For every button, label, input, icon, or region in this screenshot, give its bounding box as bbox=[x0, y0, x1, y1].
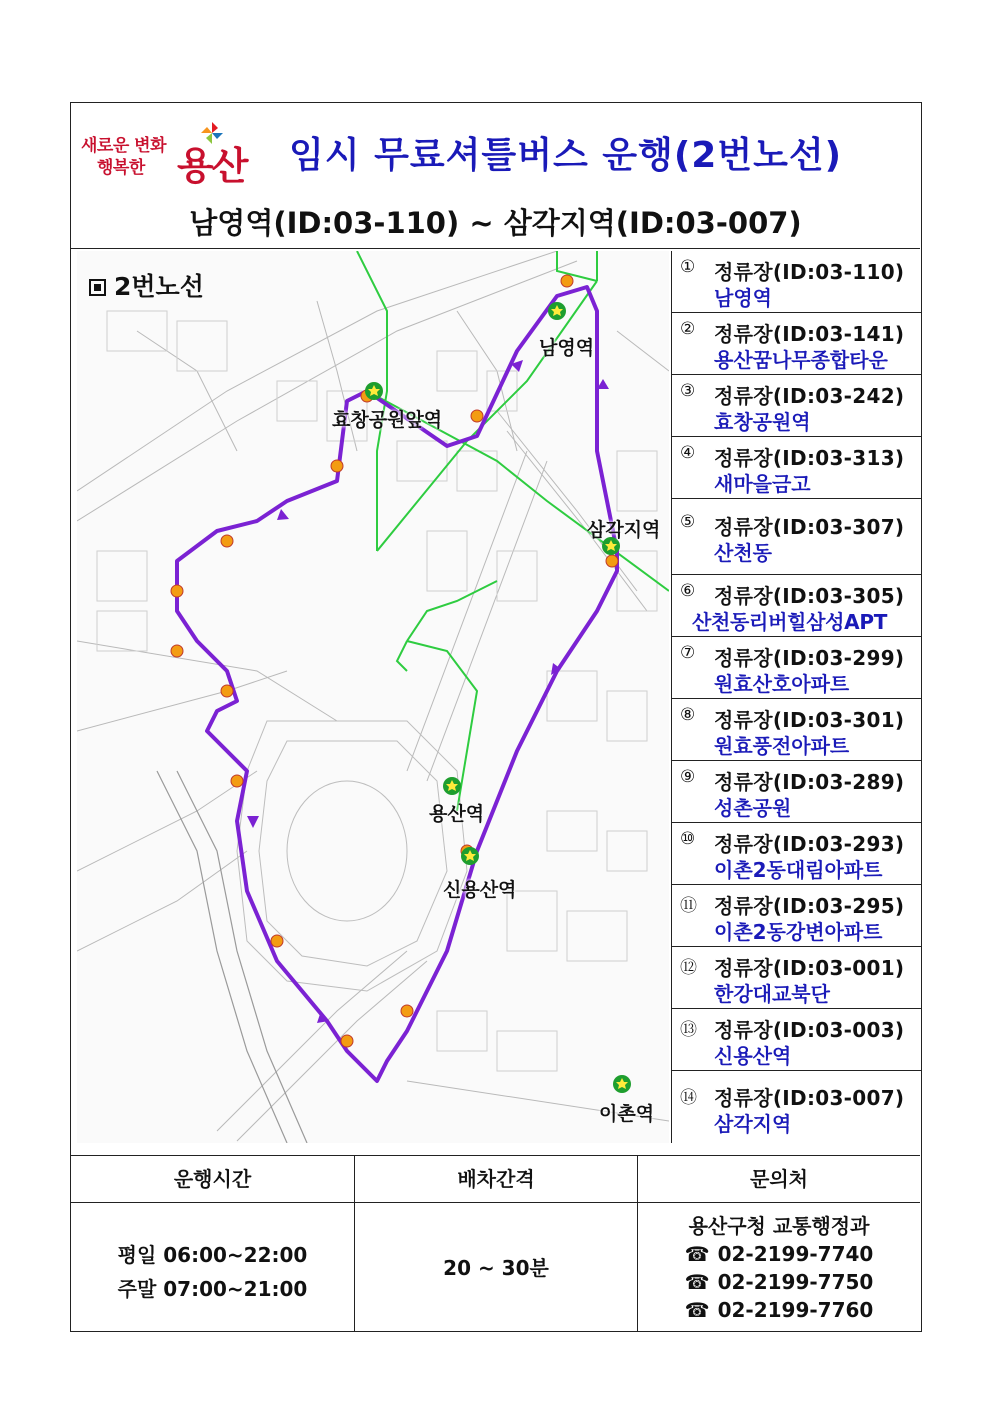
stop-item bbox=[672, 1071, 921, 1143]
contact-phone[interactable] bbox=[638, 1296, 920, 1324]
stop-name: 산천동리버힐삼성APT bbox=[692, 610, 888, 634]
stop-id: 정류장(ID:03-313) bbox=[714, 446, 905, 470]
stop-item bbox=[672, 313, 921, 375]
stop-id: 정류장(ID:03-293) bbox=[714, 832, 905, 856]
stop-item bbox=[672, 1009, 921, 1071]
interval-value: 20 ~ 30분 bbox=[443, 1256, 549, 1280]
stop-name: 원효산호아파트 bbox=[714, 672, 850, 696]
stop-name: 남영역 bbox=[714, 286, 772, 310]
info-table bbox=[71, 1155, 920, 1330]
header bbox=[71, 103, 920, 249]
phone-icon: ☎ bbox=[684, 1298, 710, 1322]
stop-number: ⑪ bbox=[680, 896, 697, 916]
bus-stop-markers bbox=[171, 275, 618, 1047]
stop-name: 신용산역 bbox=[714, 1044, 792, 1068]
station-label-yongsan: 용산역 bbox=[429, 803, 485, 825]
hours-weekend: 주말 07:00~21:00 bbox=[117, 1277, 308, 1301]
stop-name: 산천동 bbox=[714, 541, 772, 565]
contact-phone[interactable] bbox=[638, 1240, 920, 1268]
stop-name: 원효풍전아파트 bbox=[714, 734, 850, 758]
route-map-drawing bbox=[77, 251, 669, 1143]
stop-id: 정류장(ID:03-301) bbox=[714, 708, 905, 732]
station-label-namyeong: 남영역 bbox=[539, 337, 595, 359]
stop-number: ⑦ bbox=[680, 643, 696, 663]
stop-number: ⑭ bbox=[680, 1088, 697, 1108]
stop-id: 정류장(ID:03-295) bbox=[714, 894, 905, 918]
stop-list bbox=[671, 251, 920, 1143]
stop-id: 정류장(ID:03-299) bbox=[714, 646, 905, 670]
yongsan-logo bbox=[79, 121, 247, 188]
route-subtitle: 남영역(ID:03-110) ~ 삼각지역(ID:03-007) bbox=[189, 206, 802, 240]
stop-number: ④ bbox=[680, 443, 696, 463]
phone-number: 02-2199-7740 bbox=[717, 1242, 874, 1266]
stop-number: ⑧ bbox=[680, 705, 696, 725]
stop-id: 정류장(ID:03-001) bbox=[714, 956, 905, 980]
notice-title: 임시 무료셔틀버스 운행(2번노선) bbox=[289, 135, 843, 176]
stop-item bbox=[672, 823, 921, 885]
stop-id: 정류장(ID:03-007) bbox=[714, 1086, 905, 1110]
stop-item bbox=[672, 885, 921, 947]
stop-name: 성촌공원 bbox=[714, 796, 792, 820]
legend-square-icon bbox=[89, 279, 106, 296]
hours-header: 운행시간 bbox=[71, 1156, 354, 1203]
phone-icon: ☎ bbox=[684, 1242, 710, 1266]
stop-item bbox=[672, 375, 921, 437]
phone-number: 02-2199-7750 bbox=[717, 1270, 874, 1294]
stop-number: ⑤ bbox=[680, 512, 696, 532]
stop-name: 효창공원역 bbox=[714, 410, 811, 434]
stop-number: ⑥ bbox=[680, 581, 696, 601]
stop-name: 이촌2동대림아파트 bbox=[714, 858, 883, 882]
stop-id: 정류장(ID:03-289) bbox=[714, 770, 905, 794]
phone-number: 02-2199-7760 bbox=[717, 1298, 874, 1322]
stop-name: 이촌2동강변아파트 bbox=[714, 920, 883, 944]
logo-slogan-line1: 새로운 변화 bbox=[81, 136, 167, 156]
phone-icon: ☎ bbox=[684, 1270, 710, 1294]
logo-wordmark: 용산 bbox=[177, 144, 247, 188]
route-map bbox=[77, 251, 669, 1143]
stop-item bbox=[672, 575, 921, 637]
stop-item bbox=[672, 761, 921, 823]
station-label-ichon: 이촌역 bbox=[599, 1103, 655, 1125]
interval-header: 배차간격 bbox=[355, 1156, 637, 1203]
stop-id: 정류장(ID:03-141) bbox=[714, 322, 905, 346]
contact-department: 용산구청 교통행정과 bbox=[688, 1214, 870, 1238]
direction-arrows bbox=[247, 360, 609, 1023]
logo-slogan-line2: 행복한 bbox=[97, 158, 145, 178]
notice-frame bbox=[70, 102, 922, 1332]
stop-item bbox=[672, 251, 921, 313]
stop-number: ⑩ bbox=[680, 829, 696, 849]
stop-id: 정류장(ID:03-003) bbox=[714, 1018, 905, 1042]
map-legend bbox=[89, 267, 204, 303]
stop-name: 용산꿈나무종합타운 bbox=[714, 348, 888, 372]
stop-id: 정류장(ID:03-307) bbox=[714, 515, 905, 539]
stop-number: ③ bbox=[680, 381, 696, 401]
stop-number: ② bbox=[680, 319, 696, 339]
stop-number: ① bbox=[680, 257, 696, 277]
contact-column bbox=[637, 1156, 920, 1331]
stop-name: 새마을금고 bbox=[714, 472, 811, 496]
stop-item bbox=[672, 437, 921, 499]
station-label-samgakji: 삼각지역 bbox=[587, 519, 661, 541]
stop-item bbox=[672, 637, 921, 699]
hours-column bbox=[71, 1156, 354, 1331]
contact-phone[interactable] bbox=[638, 1268, 920, 1296]
stop-id: 정류장(ID:03-110) bbox=[714, 260, 905, 284]
stop-number: ⑬ bbox=[680, 1020, 697, 1040]
stop-name: 삼각지역 bbox=[714, 1112, 792, 1136]
legend-label: 2번노선 bbox=[114, 272, 204, 301]
stop-item bbox=[672, 499, 921, 575]
stop-item bbox=[672, 699, 921, 761]
hours-weekday: 평일 06:00~22:00 bbox=[117, 1243, 308, 1267]
station-label-sinyongsan: 신용산역 bbox=[443, 879, 517, 901]
contact-header: 문의처 bbox=[638, 1156, 920, 1203]
stop-id: 정류장(ID:03-305) bbox=[714, 584, 905, 608]
stop-number: ⑨ bbox=[680, 767, 696, 787]
interval-column bbox=[354, 1156, 637, 1331]
station-label-hyochang: 효창공원앞역 bbox=[332, 409, 443, 431]
stop-id: 정류장(ID:03-242) bbox=[714, 384, 905, 408]
han-river-bank bbox=[157, 771, 307, 1143]
stop-number: ⑫ bbox=[680, 958, 697, 978]
stop-item bbox=[672, 947, 921, 1009]
stop-name: 한강대교북단 bbox=[714, 982, 830, 1006]
